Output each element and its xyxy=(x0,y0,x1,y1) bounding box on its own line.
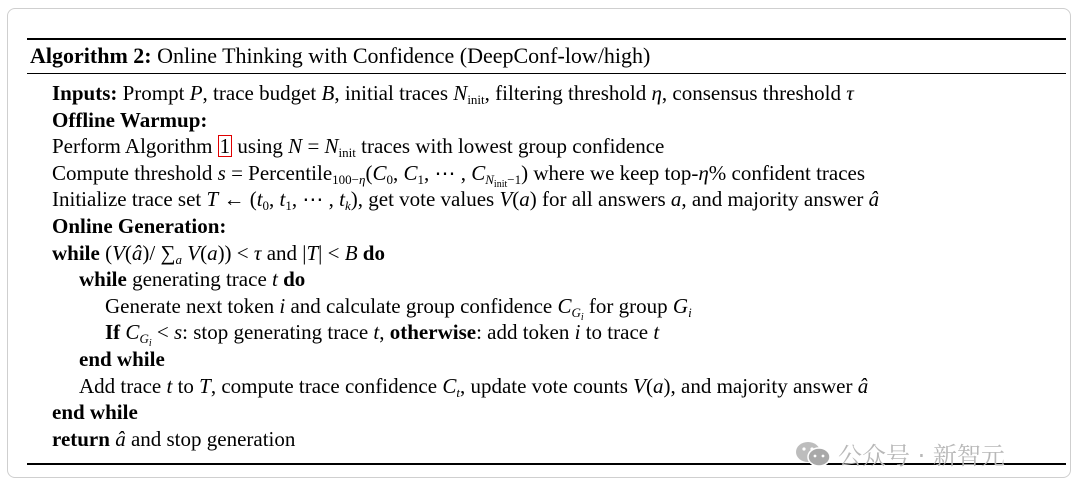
while-line: while (V(â)/ $\sum_a$ V(a)) < τ and |T| < B do xyxy=(52,240,385,267)
do-keyword: do xyxy=(362,240,385,265)
online-heading: Online Generation: xyxy=(52,213,227,238)
algorithm-ref-link[interactable]: 1 xyxy=(219,134,231,159)
return-line: return â and stop generation xyxy=(52,426,296,451)
add-trace-line: Add trace t to T, compute trace confidence $C_t$, update vote counts V(a), and majority answer â xyxy=(79,373,869,400)
inner-while-line: while generating trace t do xyxy=(79,267,306,292)
generate-line: Generate next token i and calculate group confidence $C_{G_i}$ for group $G_i$ xyxy=(105,293,692,323)
watermark-text: 公众号 · 新智元 xyxy=(838,442,1005,470)
if-line: If $C_{G_i} < s$: stop generating trace t, otherwise: add token i to trace t xyxy=(105,320,660,350)
algorithm-body xyxy=(52,80,879,452)
top-rule xyxy=(27,38,1066,40)
wechat-icon xyxy=(794,440,832,468)
algorithm-title xyxy=(30,43,650,69)
algorithm-name: Online Thinking with Confidence (DeepConf-low/high) xyxy=(157,43,651,68)
perform-line: Perform Algorithm 1 using $N = N_{init}$ traces with lowest group confidence xyxy=(52,134,665,161)
end-inner-while: end while xyxy=(79,346,165,371)
inputs-text: Prompt P, trace budget B, initial traces $N_{init}$, filtering threshold η, consensus threshold τ xyxy=(122,81,854,107)
initialize-line: Initialize trace set T ← ($t_0$, $t_1$, ⋯ , $t_k$), get vote values V(a) for all answers a, and majority answer â xyxy=(52,187,880,214)
perform-text: Perform Algorithm xyxy=(52,134,213,159)
return-keyword: return xyxy=(52,426,110,451)
algorithm-card xyxy=(7,8,1071,478)
while-keyword: while xyxy=(52,240,100,265)
watermark xyxy=(794,436,1005,471)
if-keyword: If xyxy=(105,320,121,345)
end-outer-while: end while xyxy=(52,400,138,425)
otherwise-keyword: otherwise xyxy=(389,320,477,345)
inner-while-keyword: while xyxy=(79,267,127,292)
inner-do-keyword: do xyxy=(283,267,306,292)
warmup-heading: Offline Warmup: xyxy=(52,107,208,132)
inputs-line xyxy=(52,80,879,107)
algorithm-label: Algorithm 2: xyxy=(30,43,152,68)
mid-rule xyxy=(27,73,1066,74)
inputs-keyword: Inputs: xyxy=(52,81,118,105)
compute-threshold-line: Compute threshold $s = Percentile_{100-\eta}(C_0$, $C_1$, ⋯ , $C_{N_{init}-1}$) where we keep top-η% confident traces xyxy=(52,160,866,190)
